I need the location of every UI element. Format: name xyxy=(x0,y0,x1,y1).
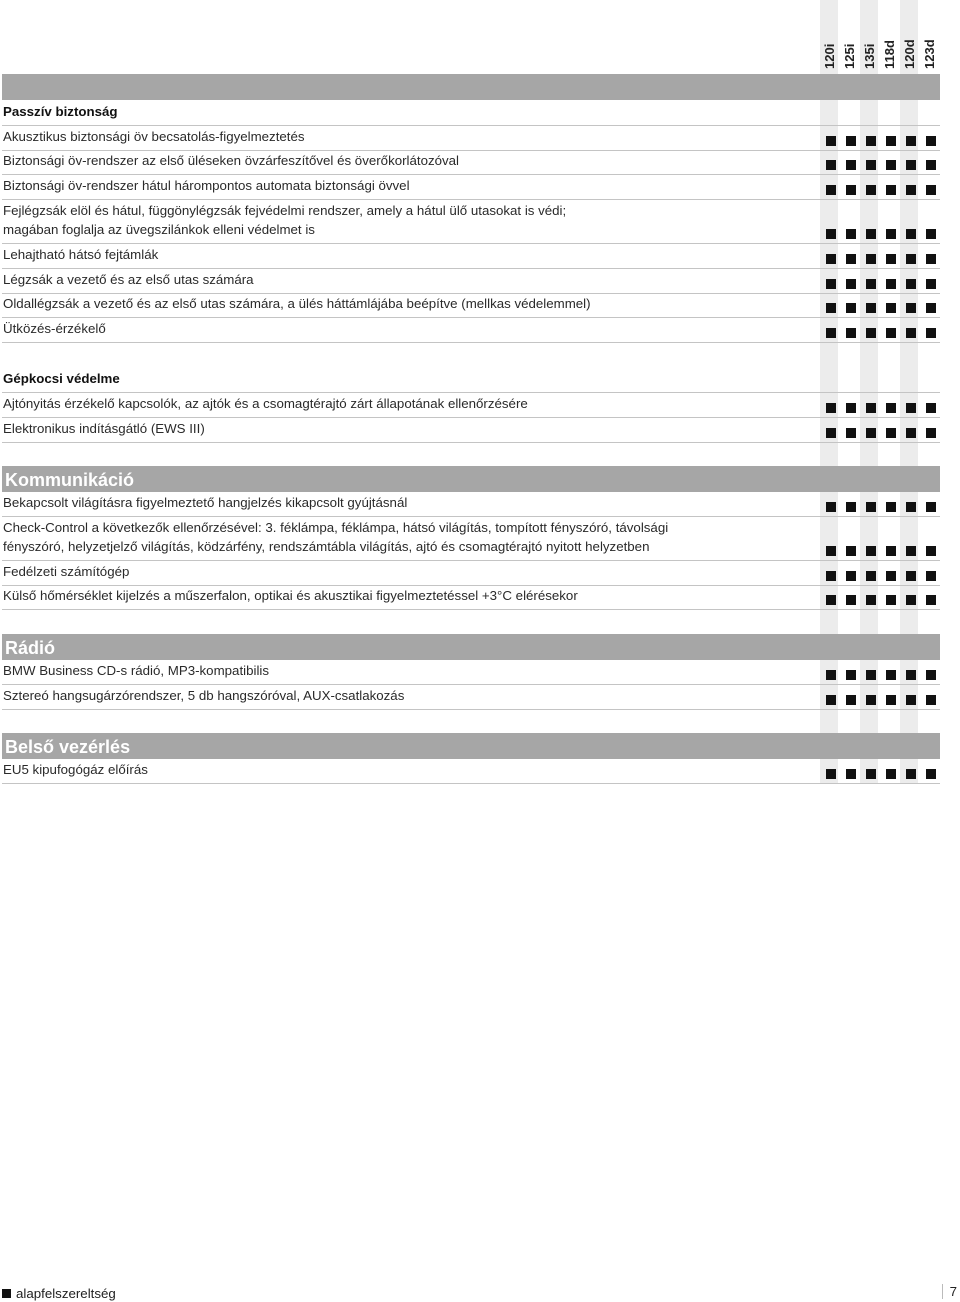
square-mark-icon xyxy=(886,769,896,779)
marks xyxy=(820,301,940,313)
section-title-text: Passzív biztonság xyxy=(3,104,118,119)
table-row xyxy=(2,492,940,517)
square-mark-icon xyxy=(826,185,836,195)
table-row xyxy=(2,759,940,784)
square-mark-icon xyxy=(866,502,876,512)
square-mark-icon xyxy=(866,670,876,680)
legend xyxy=(2,1286,116,1301)
square-mark-icon xyxy=(926,303,936,313)
row-label xyxy=(3,518,813,556)
square-mark-icon xyxy=(906,160,916,170)
square-mark-icon xyxy=(926,695,936,705)
square-mark-icon xyxy=(886,279,896,289)
square-mark-icon xyxy=(846,136,856,146)
square-mark-icon xyxy=(926,229,936,239)
square-mark-icon xyxy=(926,595,936,605)
marks xyxy=(820,401,940,413)
square-mark-icon xyxy=(846,502,856,512)
row-label xyxy=(3,201,813,239)
square-mark-icon xyxy=(886,328,896,338)
marks xyxy=(820,158,940,170)
square-mark-icon xyxy=(886,595,896,605)
square-mark-icon xyxy=(886,502,896,512)
model-label-125i: 125i xyxy=(842,43,857,69)
section-bar-title: Belső vezérlés xyxy=(5,737,131,757)
square-mark-icon xyxy=(866,403,876,413)
square-mark-icon xyxy=(886,428,896,438)
square-mark-icon xyxy=(906,695,916,705)
marks xyxy=(820,134,940,146)
row-label-line: fényszóró, helyzetjelző világítás, ködzárfény, rendszámtábla világítás, ajtó és csomagtérajtó nyitott helyzetben xyxy=(3,539,650,554)
square-mark-icon xyxy=(886,670,896,680)
model-label-123d: 123d xyxy=(922,39,937,69)
square-mark-icon xyxy=(926,279,936,289)
square-mark-icon xyxy=(846,670,856,680)
model-header xyxy=(0,0,960,73)
square-mark-icon xyxy=(906,303,916,313)
square-mark-icon xyxy=(866,136,876,146)
section-bar-title: Rádió xyxy=(5,638,56,658)
section-bar-title: Kommunikáció xyxy=(5,470,135,490)
square-mark-icon xyxy=(826,403,836,413)
table-row xyxy=(2,517,940,561)
square-mark-icon xyxy=(846,546,856,556)
square-mark-icon xyxy=(866,571,876,581)
square-mark-icon xyxy=(906,185,916,195)
marks xyxy=(820,227,940,239)
square-mark-icon xyxy=(846,303,856,313)
square-mark-icon xyxy=(926,502,936,512)
marks xyxy=(820,183,940,195)
table-row xyxy=(2,586,940,610)
table-row xyxy=(2,294,940,318)
model-label-135i: 135i xyxy=(862,43,877,69)
marks xyxy=(820,767,940,779)
square-mark-icon xyxy=(906,546,916,556)
table-row xyxy=(2,200,940,244)
page-number: 7 xyxy=(942,1284,957,1299)
table-row xyxy=(2,126,940,151)
square-mark-icon xyxy=(826,571,836,581)
square-mark-icon xyxy=(846,254,856,264)
table-row xyxy=(2,151,940,175)
square-mark-icon xyxy=(846,229,856,239)
square-mark-icon xyxy=(866,328,876,338)
square-mark-icon xyxy=(866,695,876,705)
square-mark-icon xyxy=(846,185,856,195)
marks xyxy=(820,693,940,705)
square-mark-icon xyxy=(906,502,916,512)
marks xyxy=(820,277,940,289)
square-mark-icon xyxy=(846,571,856,581)
square-mark-icon xyxy=(926,670,936,680)
square-mark-icon xyxy=(886,695,896,705)
square-mark-icon xyxy=(926,185,936,195)
section-bar-interior xyxy=(2,733,940,759)
square-mark-icon xyxy=(826,595,836,605)
square-mark-icon xyxy=(846,428,856,438)
row-label: Bekapcsolt világításra figyelmeztető hangjelzés kikapcsolt gyújtásnál xyxy=(3,495,408,510)
square-mark-icon xyxy=(826,428,836,438)
square-mark-icon xyxy=(906,136,916,146)
square-mark-icon xyxy=(886,546,896,556)
row-label: Sztereó hangsugárzórendszer, 5 db hangszóróval, AUX-csatlakozás xyxy=(3,688,405,703)
section-title-text: Gépkocsi védelme xyxy=(3,371,120,386)
table-row xyxy=(2,269,940,294)
row-label: Biztonsági öv-rendszer hátul hárompontos automata biztonsági övvel xyxy=(3,178,410,193)
square-mark-icon xyxy=(826,769,836,779)
row-label-line: magában foglalja az üvegszilánkok elleni védelmet is xyxy=(3,222,315,237)
row-label: EU5 kipufogógáz előírás xyxy=(3,762,148,777)
square-mark-icon xyxy=(826,279,836,289)
square-mark-icon xyxy=(906,571,916,581)
square-mark-icon xyxy=(826,160,836,170)
marks xyxy=(820,569,940,581)
square-mark-icon xyxy=(926,403,936,413)
table-header-bar xyxy=(2,74,940,100)
row-label: Ajtónyitás érzékelő kapcsolók, az ajtók és a csomagtérajtó zárt állapotának ellenőrzésére xyxy=(3,396,528,411)
table-row xyxy=(2,318,940,343)
square-mark-icon xyxy=(906,254,916,264)
square-mark-icon xyxy=(866,546,876,556)
square-mark-icon xyxy=(886,160,896,170)
square-mark-icon xyxy=(826,502,836,512)
marks xyxy=(820,500,940,512)
marks xyxy=(820,252,940,264)
row-label-line: Fejlégzsák elöl és hátul, függönylégzsák fejvédelmi rendszer, amely a hátul ülő utasokat is védi; xyxy=(3,203,567,218)
square-mark-icon xyxy=(866,279,876,289)
square-mark-icon xyxy=(846,769,856,779)
square-mark-icon xyxy=(826,546,836,556)
row-label: Elektronikus indításgátló (EWS III) xyxy=(3,421,205,436)
square-mark-icon xyxy=(926,769,936,779)
marks xyxy=(820,544,940,556)
square-mark-icon xyxy=(906,769,916,779)
square-mark-icon xyxy=(906,328,916,338)
square-mark-icon xyxy=(866,428,876,438)
square-mark-icon xyxy=(846,695,856,705)
legend-label: alapfelszereltség xyxy=(16,1286,116,1301)
square-mark-icon xyxy=(926,136,936,146)
row-label-line: Check-Control a következők ellenőrzésével: 3. féklámpa, féklámpa, hátsó világítás, tompított fényszóró, távolsági xyxy=(3,520,669,535)
square-mark-icon xyxy=(906,595,916,605)
row-label: Fedélzeti számítógép xyxy=(3,564,130,579)
square-mark-icon xyxy=(886,403,896,413)
square-mark-icon xyxy=(866,229,876,239)
table-row xyxy=(2,244,940,269)
square-mark-icon xyxy=(2,1289,11,1298)
model-label-120d: 120d xyxy=(902,39,917,69)
marks xyxy=(820,326,940,338)
square-mark-icon xyxy=(886,229,896,239)
square-mark-icon xyxy=(906,279,916,289)
table-row xyxy=(2,561,940,586)
square-mark-icon xyxy=(866,185,876,195)
square-mark-icon xyxy=(846,160,856,170)
square-mark-icon xyxy=(826,328,836,338)
square-mark-icon xyxy=(906,403,916,413)
square-mark-icon xyxy=(906,670,916,680)
marks xyxy=(820,426,940,438)
square-mark-icon xyxy=(866,769,876,779)
square-mark-icon xyxy=(826,254,836,264)
row-label: Légzsák a vezető és az első utas számára xyxy=(3,272,254,287)
table-row xyxy=(2,660,940,685)
square-mark-icon xyxy=(886,303,896,313)
square-mark-icon xyxy=(886,185,896,195)
row-label: BMW Business CD-s rádió, MP3-kompatibilis xyxy=(3,663,270,678)
square-mark-icon xyxy=(886,254,896,264)
section-title-passive xyxy=(2,100,940,126)
square-mark-icon xyxy=(926,328,936,338)
square-mark-icon xyxy=(846,279,856,289)
square-mark-icon xyxy=(826,136,836,146)
row-label: Oldallégzsák a vezető és az első utas számára, a ülés háttámlájába beépítve (mellkas védelemmel) xyxy=(3,296,591,311)
row-label: Lehajtható hátsó fejtámlák xyxy=(3,247,159,262)
square-mark-icon xyxy=(906,229,916,239)
square-mark-icon xyxy=(826,303,836,313)
square-mark-icon xyxy=(926,160,936,170)
square-mark-icon xyxy=(926,546,936,556)
table-row xyxy=(2,175,940,200)
square-mark-icon xyxy=(846,595,856,605)
square-mark-icon xyxy=(846,328,856,338)
square-mark-icon xyxy=(826,229,836,239)
square-mark-icon xyxy=(926,571,936,581)
square-mark-icon xyxy=(866,254,876,264)
marks xyxy=(820,593,940,605)
square-mark-icon xyxy=(926,428,936,438)
square-mark-icon xyxy=(886,136,896,146)
table-row xyxy=(2,685,940,710)
marks xyxy=(820,668,940,680)
square-mark-icon xyxy=(886,571,896,581)
square-mark-icon xyxy=(866,303,876,313)
row-label: Ütközés-érzékelő xyxy=(3,321,106,336)
row-label: Külső hőmérséklet kijelzés a műszerfalon, optikai és akusztikai figyelmeztetéssel +3°C elérésekor xyxy=(3,588,578,603)
row-label: Biztonsági öv-rendszer az első üléseken övzárfeszítővel és överőkorlátozóval xyxy=(3,153,460,168)
table-row xyxy=(2,393,940,418)
row-label: Akusztikus biztonsági öv becsatolás-figyelmeztetés xyxy=(3,129,305,144)
square-mark-icon xyxy=(866,160,876,170)
section-title-vehicle-protection xyxy=(2,343,940,393)
table-row xyxy=(2,418,940,443)
square-mark-icon xyxy=(826,695,836,705)
square-mark-icon xyxy=(866,595,876,605)
square-mark-icon xyxy=(906,428,916,438)
model-label-118d: 118d xyxy=(882,40,897,69)
square-mark-icon xyxy=(846,403,856,413)
square-mark-icon xyxy=(826,670,836,680)
section-bar-radio xyxy=(2,634,940,660)
square-mark-icon xyxy=(926,254,936,264)
model-label-120i: 120i xyxy=(822,43,837,69)
section-bar-communication xyxy=(2,466,940,492)
